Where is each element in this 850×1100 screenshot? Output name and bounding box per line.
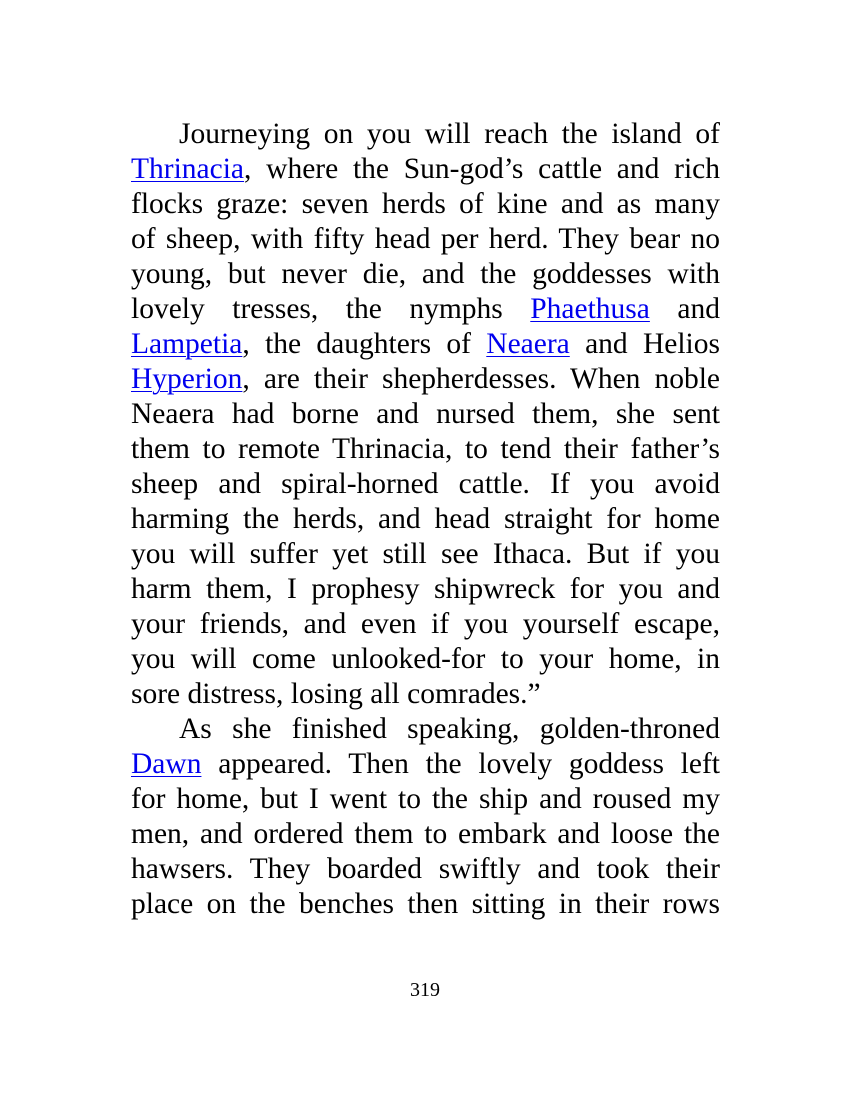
text-line — [131, 572, 720, 607]
text-line — [131, 537, 720, 572]
text-line — [131, 782, 720, 817]
link-phaethusa[interactable]: Phaethusa — [530, 293, 650, 325]
text-segment: place on the benches then sitting in their rows — [131, 888, 720, 920]
text-line — [131, 222, 720, 257]
text-segment: young, but never die, and the goddesses with — [131, 258, 720, 290]
page-body — [131, 117, 720, 922]
text-segment: men, and ordered them to embark and loose the — [131, 818, 720, 850]
text-segment: , are their shepherdesses. When noble — [242, 363, 720, 395]
text-line — [131, 502, 720, 537]
text-line — [131, 467, 720, 502]
text-segment: As she finished speaking, golden-throned — [179, 713, 720, 745]
text-line — [131, 152, 720, 187]
text-line — [131, 677, 720, 712]
text-line — [131, 887, 720, 922]
text-segment: Journeying on you will reach the island of — [179, 118, 720, 150]
text-segment: , the daughters of — [242, 328, 487, 360]
text-segment: harm them, I prophesy shipwreck for you and — [131, 573, 720, 605]
text-segment: , where the Sun-god’s cattle and rich — [244, 153, 720, 185]
link-lampetia[interactable]: Lampetia — [131, 328, 243, 360]
page-number: 319 — [410, 979, 440, 1001]
text-segment: harming the herds, and head straight for home — [131, 503, 720, 535]
text-line — [131, 712, 720, 747]
text-segment: hawsers. They boarded swiftly and took their — [131, 853, 720, 885]
text-segment: you will suffer yet still see Ithaca. But if you — [131, 538, 720, 570]
text-segment: appeared. Then the lovely goddess left — [201, 748, 720, 780]
text-segment: and Helios — [569, 328, 720, 360]
text-segment: them to remote Thrinacia, to tend their father’s — [131, 433, 720, 465]
text-line — [131, 257, 720, 292]
text-segment: sheep and spiral-horned cattle. If you avoid — [131, 468, 720, 500]
link-hyperion[interactable]: Hyperion — [131, 363, 243, 395]
text-segment: your friends, and even if you yourself escape, — [131, 608, 720, 640]
text-line — [131, 117, 720, 152]
link-neaera[interactable]: Neaera — [486, 328, 570, 360]
text-line — [131, 747, 720, 782]
text-line — [131, 817, 720, 852]
text-line — [131, 397, 720, 432]
text-line — [131, 642, 720, 677]
text-line — [131, 187, 720, 222]
text-line — [131, 607, 720, 642]
text-line — [131, 852, 720, 887]
text-segment: lovely tresses, the nymphs — [131, 293, 531, 325]
text-segment: of sheep, with fifty head per herd. They bear no — [131, 223, 720, 255]
link-dawn[interactable]: Dawn — [131, 748, 202, 780]
link-thrinacia[interactable]: Thrinacia — [131, 153, 245, 185]
text-segment: for home, but I went to the ship and roused my — [131, 783, 720, 815]
text-segment: flocks graze: seven herds of kine and as many — [131, 188, 720, 220]
text-segment: Neaera had borne and nursed them, she sent — [131, 398, 720, 430]
text-line — [131, 432, 720, 467]
text-line — [131, 327, 720, 362]
text-line — [131, 362, 720, 397]
text-segment: and — [649, 293, 720, 325]
text-line — [131, 292, 720, 327]
text-segment: you will come unlooked-for to your home, in — [131, 643, 720, 675]
text-segment: sore distress, losing all comrades.” — [131, 678, 541, 710]
